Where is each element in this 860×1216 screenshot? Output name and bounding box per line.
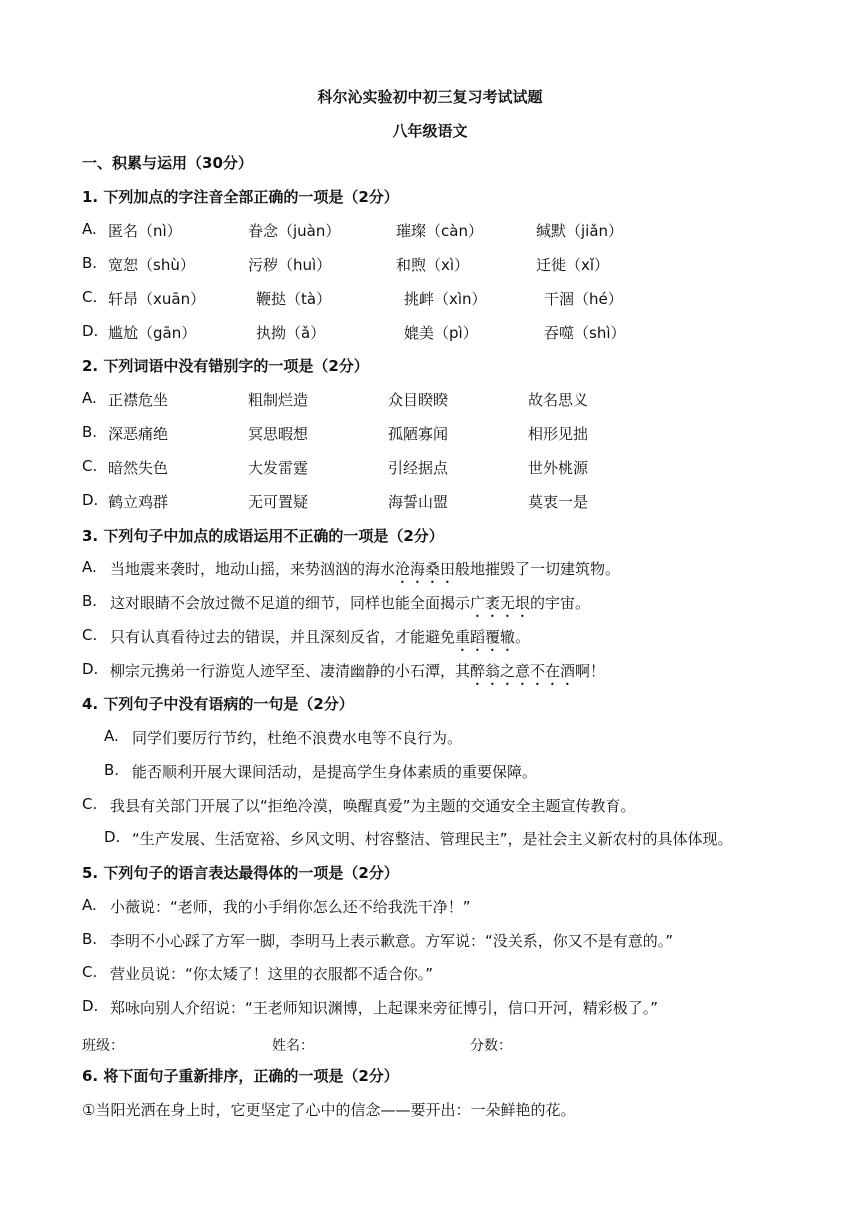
- question-2-stem: 2. 下列词语中没有错别字的一项是（2分）: [82, 357, 369, 375]
- word-item: 众目睽睽: [388, 391, 449, 409]
- question-6-stem: 6. 将下面句子重新排序，正确的一项是（2分）: [82, 1067, 399, 1085]
- option-label: C.: [82, 626, 98, 644]
- option-label: B.: [82, 423, 98, 441]
- option-text: 李明不小心踩了方军一脚，李明马上表示歉意。方军说：“没关系，你又不是有意的。”: [110, 932, 674, 950]
- question-5-option-c: [82, 963, 433, 984]
- question-6-item-1: ①当阳光洒在身上时，它更坚定了心中的信念——要开出：一朵鲜艳的花。: [82, 1101, 576, 1119]
- word-item: 粗制烂造: [248, 391, 309, 409]
- sentence-text: 。: [515, 628, 531, 646]
- option-label: D.: [82, 660, 99, 678]
- word-item: 故名思义: [528, 391, 589, 409]
- word-item: 孤陋寡闻: [388, 425, 449, 443]
- option-label: B.: [82, 930, 98, 948]
- word-item: 暗然失色: [108, 459, 169, 477]
- question-3-option-d: [82, 660, 605, 689]
- word-item: 世外桃源: [528, 459, 589, 477]
- pinyin-item: 鞭挞（tà）: [256, 290, 332, 308]
- pinyin-item: 轩昂（xuān）: [108, 290, 206, 308]
- option-text: 能否顺利开展大课间活动，是提高学生身体素质的重要保障。: [132, 763, 538, 781]
- word-item: 引经据点: [388, 459, 449, 477]
- sentence-text: 般地摧毁了一切建筑物。: [455, 560, 621, 578]
- sentence-text: 当地震来袭时，地动山摇，来势汹汹的海水: [110, 560, 396, 578]
- question-4-option-d: [104, 828, 733, 849]
- option-label: B.: [82, 592, 98, 610]
- word-item: 海誓山盟: [388, 493, 449, 511]
- sentence-text: 只有认真看待过去的错误，并且深刻反省，才能避免: [110, 628, 456, 646]
- question-3-option-b: [82, 592, 590, 621]
- word-item: 莫衷一是: [528, 493, 589, 511]
- question-3-option-c: [82, 626, 530, 655]
- dotted-idiom: 广袤无垠: [470, 594, 531, 612]
- option-label: C.: [82, 288, 98, 306]
- sentence-text: 这对眼睛不会放过微不足道的细节，同样也能全面揭示: [110, 594, 471, 612]
- question-5-option-b: [82, 930, 673, 951]
- pinyin-item: 吞噬（shì）: [544, 324, 626, 342]
- question-4-stem: 4. 下列句子中没有语病的一句是（2分）: [82, 695, 354, 713]
- option-label: C.: [82, 963, 98, 981]
- option-text: 我县有关部门开展了以“拒绝冷漠，唤醒真爱”为主题的交通安全主题宣传教育。: [110, 797, 636, 815]
- question-4-option-a: [104, 727, 462, 748]
- class-label: 班级：: [82, 1037, 124, 1053]
- pinyin-item: 尴尬（gān）: [108, 324, 197, 342]
- dotted-idiom: 沧海桑田: [395, 560, 456, 578]
- option-label: A.: [104, 727, 119, 745]
- word-item: 深恶痛绝: [108, 425, 169, 443]
- option-text: 郑咏向别人介绍说：“王老师知识渊博，上起课来旁征博引，信口开河，精彩极了。”: [110, 999, 659, 1017]
- pinyin-item: 眷念（juàn）: [248, 222, 341, 240]
- option-label: C.: [82, 795, 98, 813]
- word-item: 相形见拙: [528, 425, 589, 443]
- exam-subtitle: 八年级语文: [392, 122, 468, 140]
- word-item: 正襟危坐: [108, 391, 169, 409]
- option-label: B.: [82, 254, 98, 272]
- option-text: 同学们要厉行节约，杜绝不浪费水电等不良行为。: [132, 729, 463, 747]
- option-label: A.: [82, 896, 97, 914]
- pinyin-item: 宽恕（shù）: [108, 256, 195, 274]
- section-heading: 一、积累与运用（30分）: [82, 154, 253, 172]
- option-label: D.: [82, 491, 99, 509]
- question-5-option-a: [82, 896, 471, 917]
- score-label: 分数：: [470, 1037, 512, 1053]
- sentence-text: 柳宗元携弟一行游览人迹罕至、凄清幽静的小石潭，其: [110, 662, 471, 680]
- option-label: A.: [82, 558, 97, 576]
- option-text: “生产发展、生活宽裕、乡风文明、村容整洁、管理民主”，是社会主义新农村的具体体现。: [132, 830, 733, 848]
- pinyin-item: 匿名（nì）: [108, 222, 182, 240]
- pinyin-item: 迁徙（xǐ）: [536, 256, 610, 274]
- pinyin-item: 执拗（ǎ）: [256, 324, 326, 342]
- option-text: 营业员说：“你太矮了！这里的衣服都不适合你。”: [110, 965, 434, 983]
- option-label: C.: [82, 457, 98, 475]
- question-4-option-c: [82, 795, 636, 816]
- word-item: 大发雷霆: [248, 459, 309, 477]
- word-item: 鹤立鸡群: [108, 493, 169, 511]
- pinyin-item: 璀璨（càn）: [396, 222, 483, 240]
- pinyin-item: 媲美（pì）: [404, 324, 478, 342]
- word-item: 无可置疑: [248, 493, 309, 511]
- option-label: A.: [82, 389, 97, 407]
- pinyin-item: 干涸（hé）: [544, 290, 623, 308]
- option-label: A.: [82, 220, 97, 238]
- sentence-text: 的宇宙。: [530, 594, 591, 612]
- sentence-text: 啊！: [575, 662, 606, 680]
- question-3-option-a: [82, 558, 620, 587]
- dotted-idiom: 重蹈覆辙: [455, 628, 516, 646]
- pinyin-item: 缄默（jiǎn）: [536, 222, 624, 240]
- question-5-option-d: [82, 997, 658, 1018]
- question-4-option-b: [104, 761, 537, 782]
- exam-title: 科尔沁实验初中初三复习考试试题: [317, 88, 543, 106]
- pinyin-item: 污秽（huì）: [248, 256, 332, 274]
- option-text: 小薇说：“老师，我的小手绢你怎么还不给我洗干净！”: [110, 898, 471, 916]
- pinyin-item: 挑衅（xìn）: [404, 290, 487, 308]
- pinyin-item: 和煦（xì）: [396, 256, 470, 274]
- question-5-stem: 5. 下列句子的语言表达最得体的一项是（2分）: [82, 864, 399, 882]
- option-label: D.: [82, 997, 99, 1015]
- question-3-stem: 3. 下列句子中加点的成语运用不正确的一项是（2分）: [82, 527, 444, 545]
- option-label: B.: [104, 761, 120, 779]
- question-1-stem: 1. 下列加点的字注音全部正确的一项是（2分）: [82, 188, 399, 206]
- option-label: D.: [104, 828, 121, 846]
- word-item: 冥思暇想: [248, 425, 309, 443]
- dotted-idiom: 醉翁之意不在酒: [470, 662, 576, 680]
- option-label: D.: [82, 322, 99, 340]
- name-label: 姓名：: [272, 1037, 314, 1053]
